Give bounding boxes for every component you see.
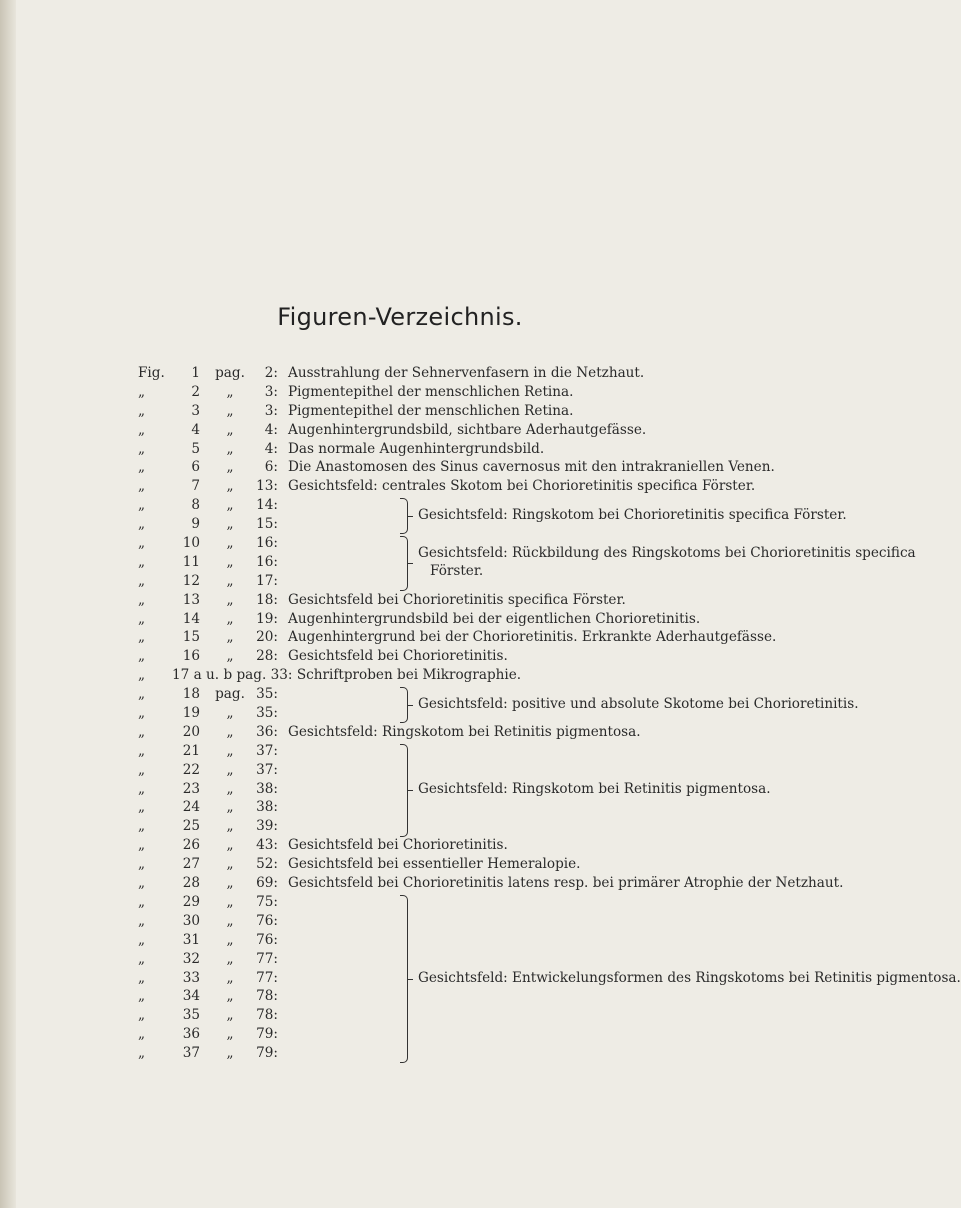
brace-icon bbox=[400, 536, 408, 591]
pag-label: „ bbox=[226, 761, 234, 778]
pag-label: „ bbox=[226, 497, 234, 514]
figure-number: 1 bbox=[191, 365, 200, 381]
figure-list bbox=[138, 364, 961, 1063]
fig-label: „ bbox=[138, 1026, 146, 1043]
fig-label: „ bbox=[138, 705, 146, 722]
pag-label: „ bbox=[226, 818, 234, 835]
page-number: 75: bbox=[256, 893, 278, 910]
page-number: 17: bbox=[256, 572, 278, 589]
pag-label: pag. bbox=[215, 365, 245, 381]
group-description-line: Gesichtsfeld: Rückbildung des Ringskotoms bei Chorioretinitis specifica bbox=[418, 545, 916, 562]
fig-label: „ bbox=[138, 950, 146, 967]
list-item bbox=[138, 817, 800, 836]
figure-description: Ausstrahlung der Sehnervenfasern in die Netzhaut. bbox=[288, 365, 645, 381]
pag-label: „ bbox=[226, 950, 234, 967]
page-number: 77: bbox=[256, 950, 278, 967]
figure-number: 18 bbox=[182, 686, 200, 703]
list-item bbox=[138, 742, 800, 761]
pag-label: „ bbox=[226, 856, 234, 873]
pag-label: „ bbox=[226, 780, 234, 797]
list-item bbox=[138, 855, 800, 874]
pag-label: „ bbox=[226, 440, 234, 457]
group-description bbox=[418, 544, 916, 580]
figure-description: Augenhintergrundsbild, sichtbare Aderhautgefässe. bbox=[288, 421, 647, 438]
page-number: 28: bbox=[256, 648, 278, 665]
list-item bbox=[138, 1044, 800, 1063]
page-number: 36: bbox=[256, 723, 278, 740]
figure-number: 32 bbox=[182, 950, 200, 967]
pag-label: „ bbox=[226, 610, 234, 627]
fig-label: „ bbox=[138, 459, 146, 476]
fig-label: „ bbox=[138, 893, 146, 910]
pag-label: „ bbox=[226, 1007, 234, 1024]
figure-number: 21 bbox=[182, 742, 200, 759]
list-item bbox=[138, 440, 800, 459]
list-item bbox=[138, 477, 800, 496]
figure-description: Pigmentepithel der menschlichen Retina. bbox=[288, 402, 574, 419]
figure-description: Gesichtsfeld bei essentieller Hemeralopie. bbox=[288, 856, 581, 873]
group-description bbox=[418, 695, 859, 713]
page-number: 38: bbox=[256, 780, 278, 797]
figure-description: Gesichtsfeld bei Chorioretinitis. bbox=[288, 837, 508, 854]
fig-label: „ bbox=[138, 837, 146, 854]
figure-description: Gesichtsfeld bei Chorioretinitis specifica Förster. bbox=[288, 591, 626, 608]
fig-label: Fig. bbox=[138, 365, 165, 381]
fig-label: „ bbox=[138, 648, 146, 665]
figure-description: Die Anastomosen des Sinus cavernosus mit den intrakraniellen Venen. bbox=[288, 459, 775, 476]
page-number: 69: bbox=[256, 875, 278, 892]
pag-label: „ bbox=[226, 742, 234, 759]
list-item bbox=[138, 931, 800, 950]
figure-number: 11 bbox=[182, 553, 200, 570]
fig-label: „ bbox=[138, 931, 146, 948]
list-item bbox=[138, 761, 800, 780]
pag-label: „ bbox=[226, 969, 234, 986]
group-description-line: Gesichtsfeld: positive und absolute Skotome bei Chorioretinitis. bbox=[418, 696, 859, 713]
fig-label: „ bbox=[138, 818, 146, 835]
entry-text: 17 a u. b pag. 33: Schriftproben bei Mikrographie. bbox=[172, 667, 522, 684]
fig-label: „ bbox=[138, 667, 146, 684]
pag-label: „ bbox=[226, 1026, 234, 1043]
page-number: 52: bbox=[256, 856, 278, 873]
group-description-line: Gesichtsfeld: Ringskotom bei Chorioretinitis specifica Förster. bbox=[418, 507, 847, 524]
list-item bbox=[138, 402, 800, 421]
page-number: 79: bbox=[256, 1026, 278, 1043]
pag-label: „ bbox=[226, 572, 234, 589]
figure-number: 8 bbox=[191, 497, 200, 514]
fig-label: „ bbox=[138, 516, 146, 533]
fig-label: „ bbox=[138, 402, 146, 419]
page-number: 20: bbox=[256, 629, 278, 646]
group-description-line: Gesichtsfeld: Entwickelungsformen des Ringskotoms bei Retinitis pigmentosa. bbox=[418, 970, 961, 987]
page-number: 16: bbox=[256, 535, 278, 552]
figure-description: Gesichtsfeld: centrales Skotom bei Chorioretinitis specifica Förster. bbox=[288, 478, 756, 495]
page-number: 3: bbox=[264, 383, 278, 400]
pag-label: „ bbox=[226, 893, 234, 910]
pag-label: „ bbox=[226, 629, 234, 646]
pag-label: „ bbox=[226, 799, 234, 816]
pag-label: „ bbox=[226, 705, 234, 722]
pag-label: „ bbox=[226, 591, 234, 608]
figure-number: 9 bbox=[191, 516, 200, 533]
page-number: 15: bbox=[256, 516, 278, 533]
list-item bbox=[138, 950, 800, 969]
brace-icon bbox=[400, 895, 408, 1063]
group-description bbox=[418, 780, 771, 798]
figure-number: 37 bbox=[182, 1045, 200, 1062]
fig-label: „ bbox=[138, 875, 146, 892]
page-number: 4: bbox=[264, 440, 278, 457]
page-number: 35: bbox=[256, 705, 278, 722]
fig-label: „ bbox=[138, 856, 146, 873]
figure-number: 12 bbox=[182, 572, 200, 589]
pag-label: „ bbox=[226, 516, 234, 533]
page-number: 76: bbox=[256, 912, 278, 929]
figure-description: Pigmentepithel der menschlichen Retina. bbox=[288, 383, 574, 400]
pag-label: „ bbox=[226, 723, 234, 740]
page-number: 39: bbox=[256, 818, 278, 835]
list-item bbox=[138, 628, 800, 647]
fig-label: „ bbox=[138, 742, 146, 759]
fig-label: „ bbox=[138, 686, 146, 703]
page-number: 16: bbox=[256, 553, 278, 570]
page-number: 4: bbox=[264, 421, 278, 438]
figure-number: 22 bbox=[182, 761, 200, 778]
group-description-line: Gesichtsfeld: Ringskotom bei Retinitis pigmentosa. bbox=[418, 781, 771, 798]
pag-label: „ bbox=[226, 459, 234, 476]
list-item bbox=[138, 987, 800, 1006]
pag-label: pag. bbox=[215, 686, 245, 703]
list-item bbox=[138, 723, 800, 742]
figure-description: Gesichtsfeld: Ringskotom bei Retinitis pigmentosa. bbox=[288, 723, 641, 740]
page-number: 78: bbox=[256, 1007, 278, 1024]
page-number: 38: bbox=[256, 799, 278, 816]
figure-number: 34 bbox=[182, 988, 200, 1005]
figure-number: 30 bbox=[182, 912, 200, 929]
pag-label: „ bbox=[226, 1045, 234, 1062]
figure-number: 7 bbox=[191, 478, 200, 495]
pag-label: „ bbox=[226, 837, 234, 854]
fig-label: „ bbox=[138, 440, 146, 457]
page-number: 37: bbox=[256, 742, 278, 759]
figure-description: Gesichtsfeld bei Chorioretinitis. bbox=[288, 648, 508, 665]
figure-number: 15 bbox=[182, 629, 200, 646]
figure-number: 10 bbox=[182, 535, 200, 552]
figure-description: Augenhintergrund bei der Chorioretinitis. Erkrankte Aderhautgefässe. bbox=[288, 629, 777, 646]
page-binding-edge bbox=[0, 0, 16, 1208]
pag-label: „ bbox=[226, 383, 234, 400]
page-number: 76: bbox=[256, 931, 278, 948]
page-number: 19: bbox=[256, 610, 278, 627]
page-number: 3: bbox=[264, 402, 278, 419]
figure-number: 4 bbox=[191, 421, 200, 438]
fig-label: „ bbox=[138, 572, 146, 589]
list-item bbox=[138, 666, 800, 685]
list-item bbox=[138, 836, 800, 855]
figure-number: 28 bbox=[182, 875, 200, 892]
pag-label: „ bbox=[226, 648, 234, 665]
fig-label: „ bbox=[138, 1045, 146, 1062]
figure-number: 2 bbox=[191, 383, 200, 400]
figure-number: 33 bbox=[182, 969, 200, 986]
figure-number: 31 bbox=[182, 931, 200, 948]
fig-label: „ bbox=[138, 1007, 146, 1024]
group-description bbox=[418, 969, 961, 987]
figure-number: 14 bbox=[182, 610, 200, 627]
page-number: 13: bbox=[256, 478, 278, 495]
figure-description: Das normale Augenhintergrundsbild. bbox=[288, 440, 545, 457]
list-item bbox=[138, 383, 800, 402]
figure-number: 25 bbox=[182, 818, 200, 835]
figure-number: 23 bbox=[182, 780, 200, 797]
figure-number: 35 bbox=[182, 1007, 200, 1024]
figure-number: 29 bbox=[182, 893, 200, 910]
pag-label: „ bbox=[226, 402, 234, 419]
fig-label: „ bbox=[138, 383, 146, 400]
figure-description: Gesichtsfeld bei Chorioretinitis latens resp. bei primärer Atrophie der Netzhaut. bbox=[288, 875, 844, 892]
figure-number: 26 bbox=[182, 837, 200, 854]
fig-label: „ bbox=[138, 553, 146, 570]
fig-label: „ bbox=[138, 421, 146, 438]
fig-label: „ bbox=[138, 591, 146, 608]
pag-label: „ bbox=[226, 478, 234, 495]
list-item bbox=[138, 893, 800, 912]
list-item bbox=[138, 798, 800, 817]
figure-description: Augenhintergrundsbild bei der eigentlichen Chorioretinitis. bbox=[288, 610, 701, 627]
page-number: 79: bbox=[256, 1045, 278, 1062]
figure-number: 5 bbox=[191, 440, 200, 457]
pag-label: „ bbox=[226, 535, 234, 552]
figure-number: 6 bbox=[191, 459, 200, 476]
brace-icon bbox=[400, 498, 408, 534]
figure-number: 16 bbox=[182, 648, 200, 665]
fig-label: „ bbox=[138, 912, 146, 929]
brace-icon bbox=[400, 687, 408, 723]
pag-label: „ bbox=[226, 421, 234, 438]
list-item bbox=[138, 1006, 800, 1025]
list-item bbox=[138, 610, 800, 629]
fig-label: „ bbox=[138, 723, 146, 740]
figure-number: 13 bbox=[182, 591, 200, 608]
list-item bbox=[138, 421, 800, 440]
brace-icon bbox=[400, 744, 408, 837]
fig-label: „ bbox=[138, 799, 146, 816]
group-description-line: Förster. bbox=[430, 563, 484, 580]
figure-number: 3 bbox=[191, 402, 200, 419]
pag-label: „ bbox=[226, 931, 234, 948]
fig-label: „ bbox=[138, 780, 146, 797]
list-item bbox=[138, 591, 800, 610]
page-number: 37: bbox=[256, 761, 278, 778]
pag-label: „ bbox=[226, 875, 234, 892]
fig-label: „ bbox=[138, 535, 146, 552]
page-number: 2: bbox=[264, 365, 278, 381]
pag-label: „ bbox=[226, 912, 234, 929]
page-number: 77: bbox=[256, 969, 278, 986]
fig-label: „ bbox=[138, 478, 146, 495]
page-number: 43: bbox=[256, 837, 278, 854]
list-item bbox=[138, 874, 844, 893]
list-item bbox=[138, 1025, 800, 1044]
pag-label: „ bbox=[226, 988, 234, 1005]
fig-label: „ bbox=[138, 969, 146, 986]
list-item bbox=[138, 647, 800, 666]
page-number: 18: bbox=[256, 591, 278, 608]
figure-number: 27 bbox=[182, 856, 200, 873]
group-description bbox=[418, 506, 847, 524]
pag-label: „ bbox=[226, 553, 234, 570]
page-number: 78: bbox=[256, 988, 278, 1005]
fig-label: „ bbox=[138, 610, 146, 627]
fig-label: „ bbox=[138, 761, 146, 778]
list-item bbox=[138, 364, 800, 383]
fig-label: „ bbox=[138, 497, 146, 514]
page-number: 35: bbox=[256, 686, 278, 703]
page-number: 14: bbox=[256, 497, 278, 514]
list-item bbox=[138, 458, 800, 477]
figure-number: 24 bbox=[182, 799, 200, 816]
fig-label: „ bbox=[138, 629, 146, 646]
page-title: Figuren-Verzeichnis. bbox=[277, 303, 523, 331]
figure-number: 19 bbox=[182, 705, 200, 722]
fig-label: „ bbox=[138, 988, 146, 1005]
page-number: 6: bbox=[264, 459, 278, 476]
figure-number: 36 bbox=[182, 1026, 200, 1043]
figure-number: 20 bbox=[182, 723, 200, 740]
list-item bbox=[138, 912, 800, 931]
